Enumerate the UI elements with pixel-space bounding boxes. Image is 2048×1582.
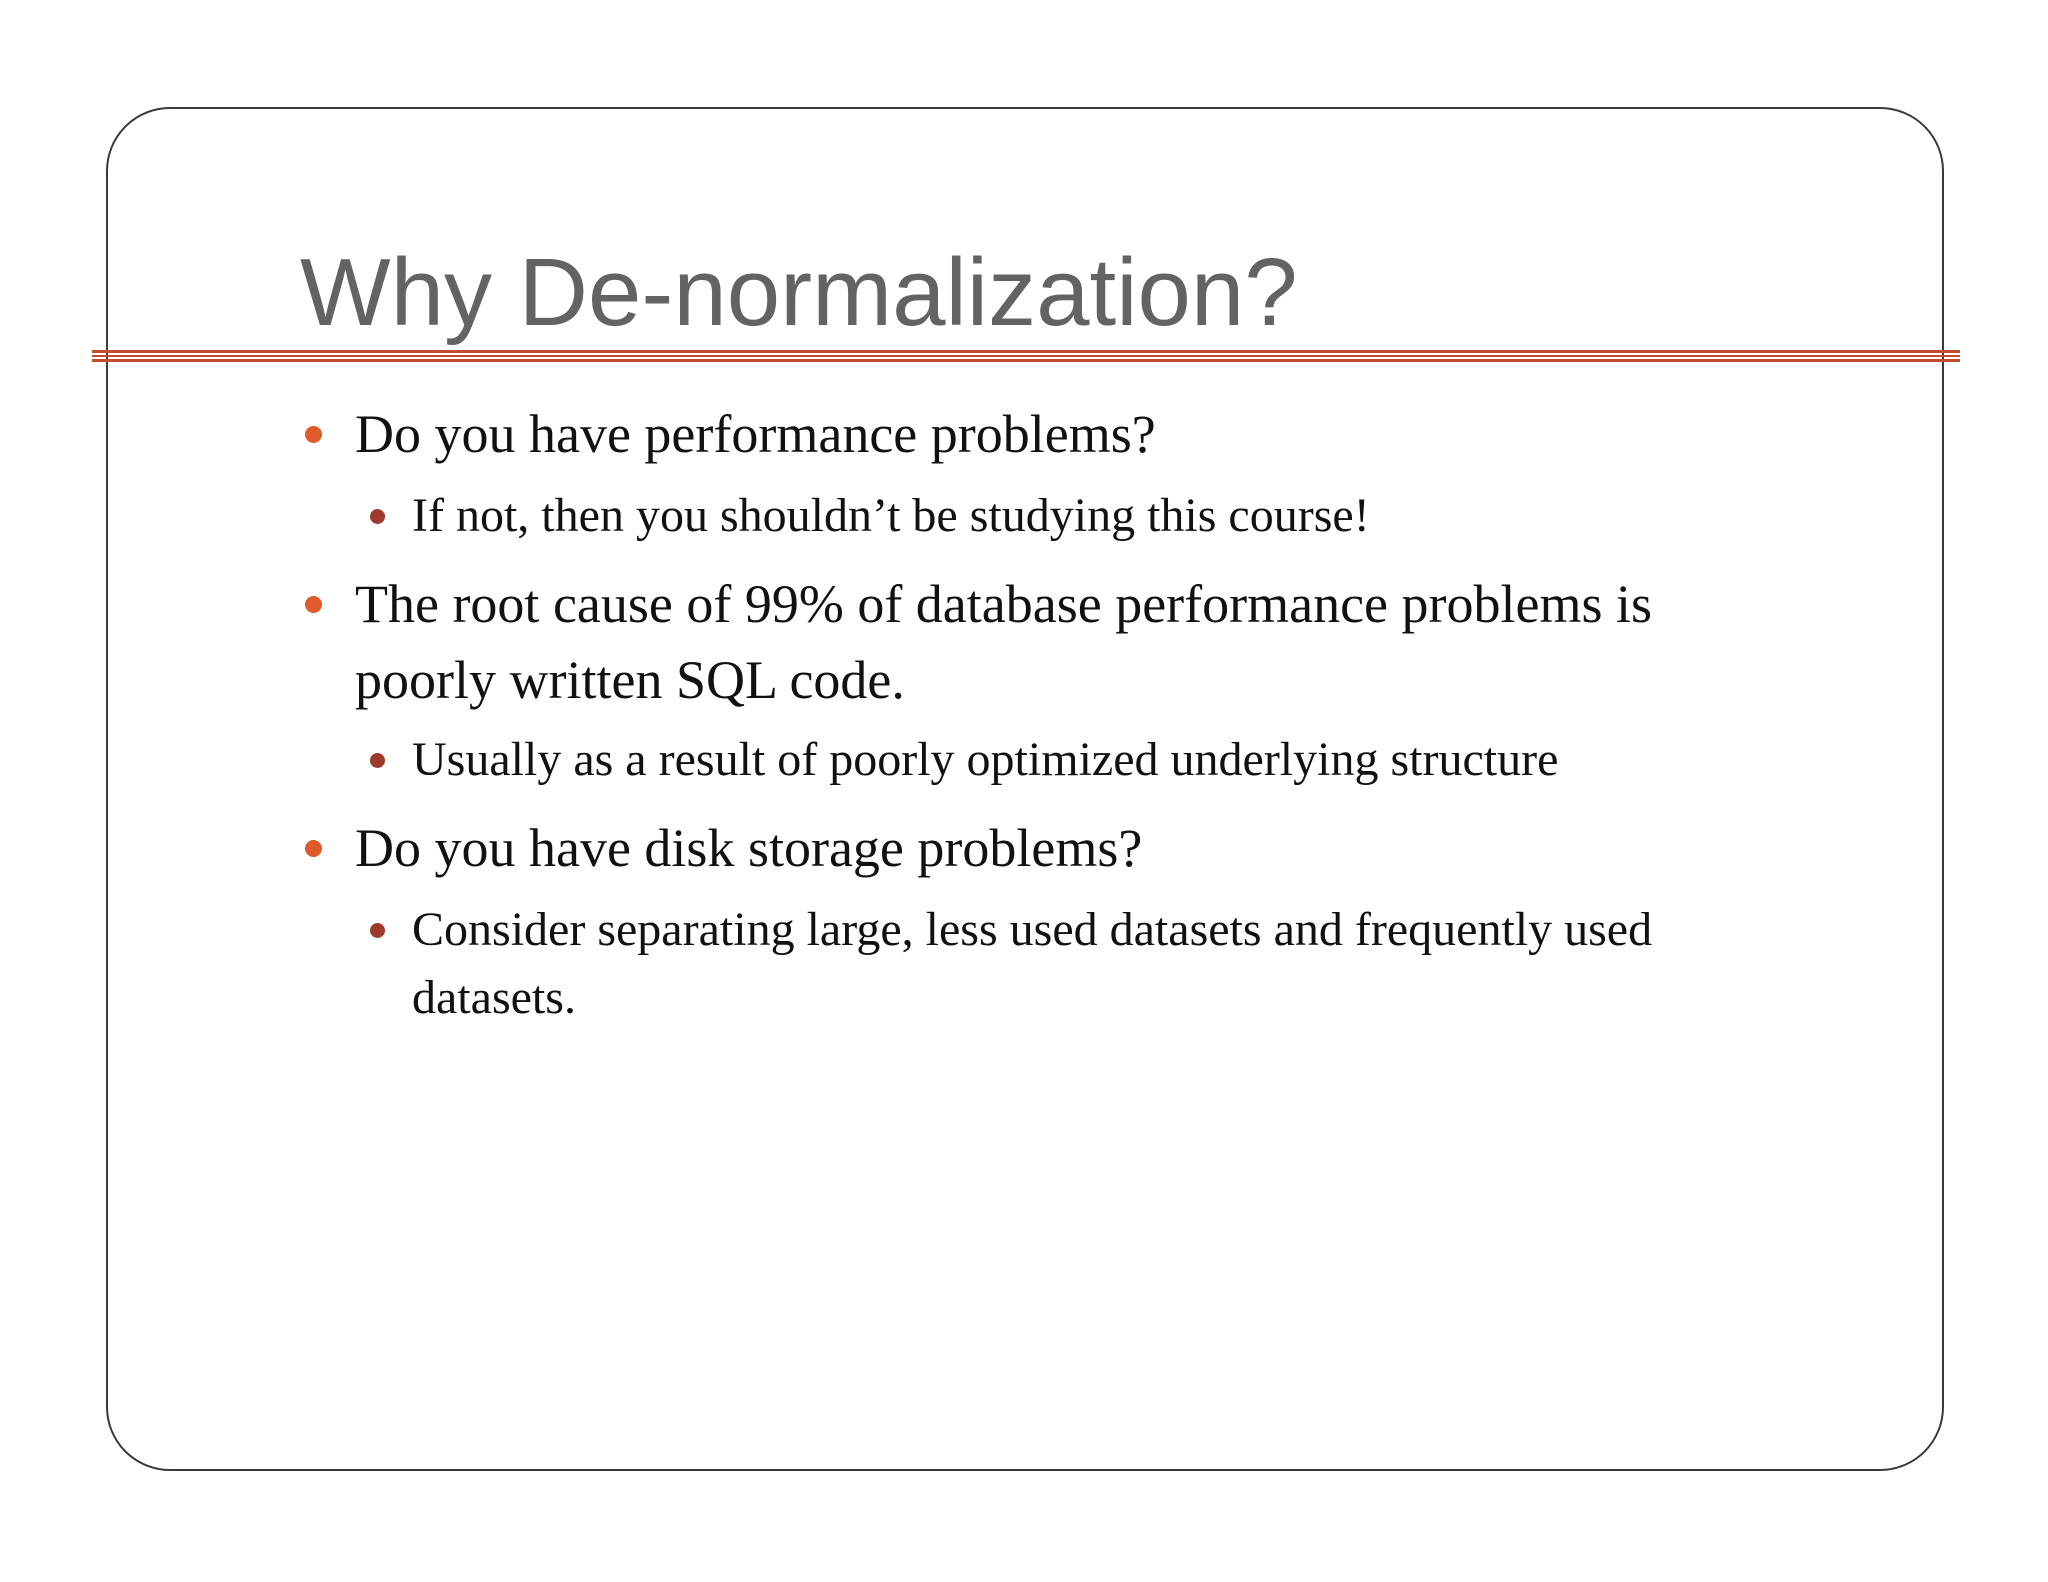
bullet-dot-icon (305, 596, 322, 613)
sub-bullet-dot-icon (370, 753, 385, 768)
sub-bullet-item (412, 726, 1558, 794)
sub-bullet-item (412, 896, 1652, 1032)
bullet-item (355, 566, 1652, 718)
sub-bullet-text-continuation: datasets. (412, 971, 576, 1024)
sub-bullet-text: Usually as a result of poorly optimized underlying structure (412, 733, 1559, 786)
bullet-item (355, 396, 1156, 472)
sub-bullet-dot-icon (370, 509, 385, 524)
bullet-item (355, 810, 1142, 886)
bullet-text: The root cause of 99% of database performance problems is (355, 574, 1653, 634)
bullet-text: Do you have disk storage problems? (355, 818, 1143, 878)
sub-bullet-text: If not, then you shouldn’t be studying this course! (412, 489, 1370, 542)
bullet-dot-icon (305, 426, 322, 443)
bullet-dot-icon (305, 840, 322, 857)
sub-bullet-text: Consider separating large, less used datasets and frequently used (412, 903, 1653, 956)
slide-title: Why De-normalization? (300, 239, 1298, 346)
sub-bullet-item (412, 482, 1370, 550)
sub-bullet-dot-icon (370, 923, 385, 938)
bullet-text-continuation: poorly written SQL code. (355, 650, 905, 710)
bullet-text: Do you have performance problems? (355, 404, 1156, 464)
